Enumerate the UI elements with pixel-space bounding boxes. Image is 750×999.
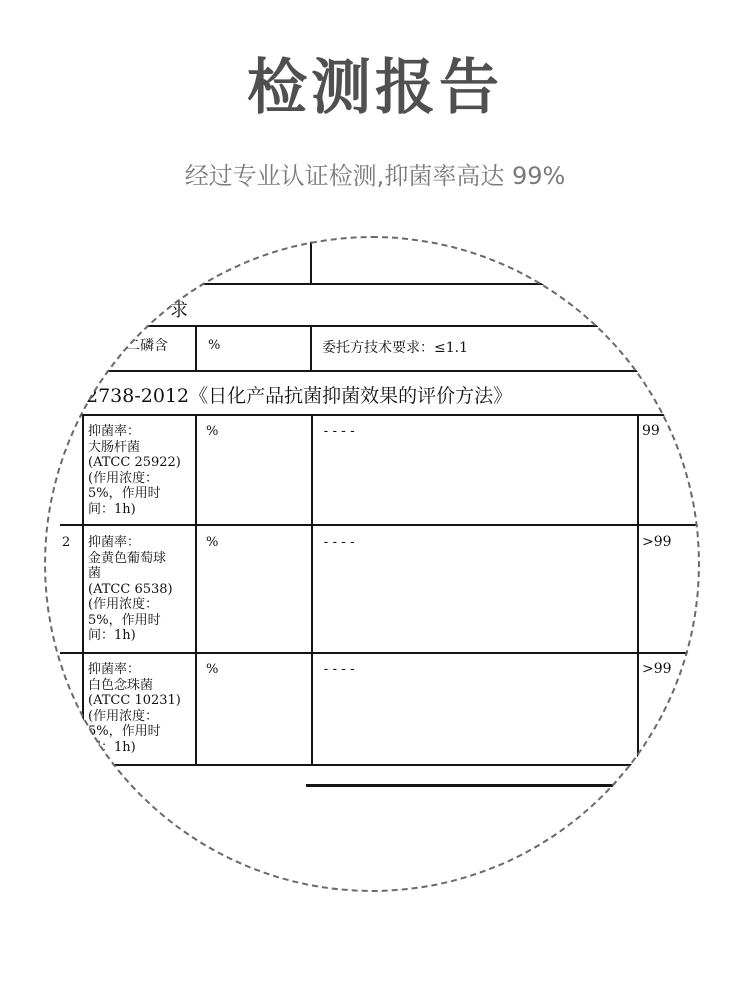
test-result-staph: >99 [642, 534, 672, 550]
test-unit-staph: % [206, 535, 219, 550]
page-subtitle: 经过专业认证检测,抑菌率高达 99% [184, 162, 566, 190]
fragment-text: 求 [170, 300, 188, 321]
test-requirement-candida: ---- [322, 662, 358, 677]
table-divider [60, 764, 700, 766]
test-standard: 2738-2012《日化产品抗菌抑菌效果的评价方法》 [86, 385, 513, 407]
table-divider [60, 414, 700, 416]
page-title: 检测报告 [247, 53, 503, 123]
table-divider [60, 370, 700, 372]
table-divider [310, 236, 312, 284]
phosphate-unit: % [208, 338, 221, 353]
table-divider [82, 414, 84, 766]
test-result-ecoli: 99 [642, 423, 660, 439]
table-divider [311, 414, 313, 766]
table-divider [310, 326, 312, 371]
test-item-candida: 抑菌率： 白色念珠菌 (ATCC 10231) (作用浓度： 5%，作用时 间：1h) [88, 662, 181, 755]
signature-line [306, 784, 700, 787]
table-divider [195, 326, 197, 371]
test-unit-candida: % [206, 662, 219, 677]
table-divider [60, 652, 700, 654]
table-divider [60, 283, 700, 285]
table-divider [637, 414, 639, 766]
phosphate-requirement: 委托方技术要求：≤1.1 [322, 340, 468, 356]
test-unit-ecoli: % [206, 424, 219, 439]
test-index-staph: 2 [62, 535, 71, 550]
test-report-table [44, 236, 700, 892]
test-requirement-staph: ---- [322, 535, 358, 550]
test-result-candida: >99 [642, 661, 672, 677]
report-magnifier [44, 236, 700, 892]
test-item-ecoli: 抑菌率： 大肠杆菌 (ATCC 25922) (作用浓度： 5%，作用时 间：1h) [88, 424, 181, 517]
test-requirement-ecoli: ---- [322, 424, 358, 439]
table-divider [60, 325, 700, 327]
table-divider [60, 524, 700, 526]
phosphate-item: 化二磷含 [112, 338, 168, 354]
test-item-staph: 抑菌率： 金黄色葡萄球 菌 (ATCC 6538) (作用浓度： 5%，作用时 间：1h) [88, 535, 173, 643]
table-divider [195, 414, 197, 766]
